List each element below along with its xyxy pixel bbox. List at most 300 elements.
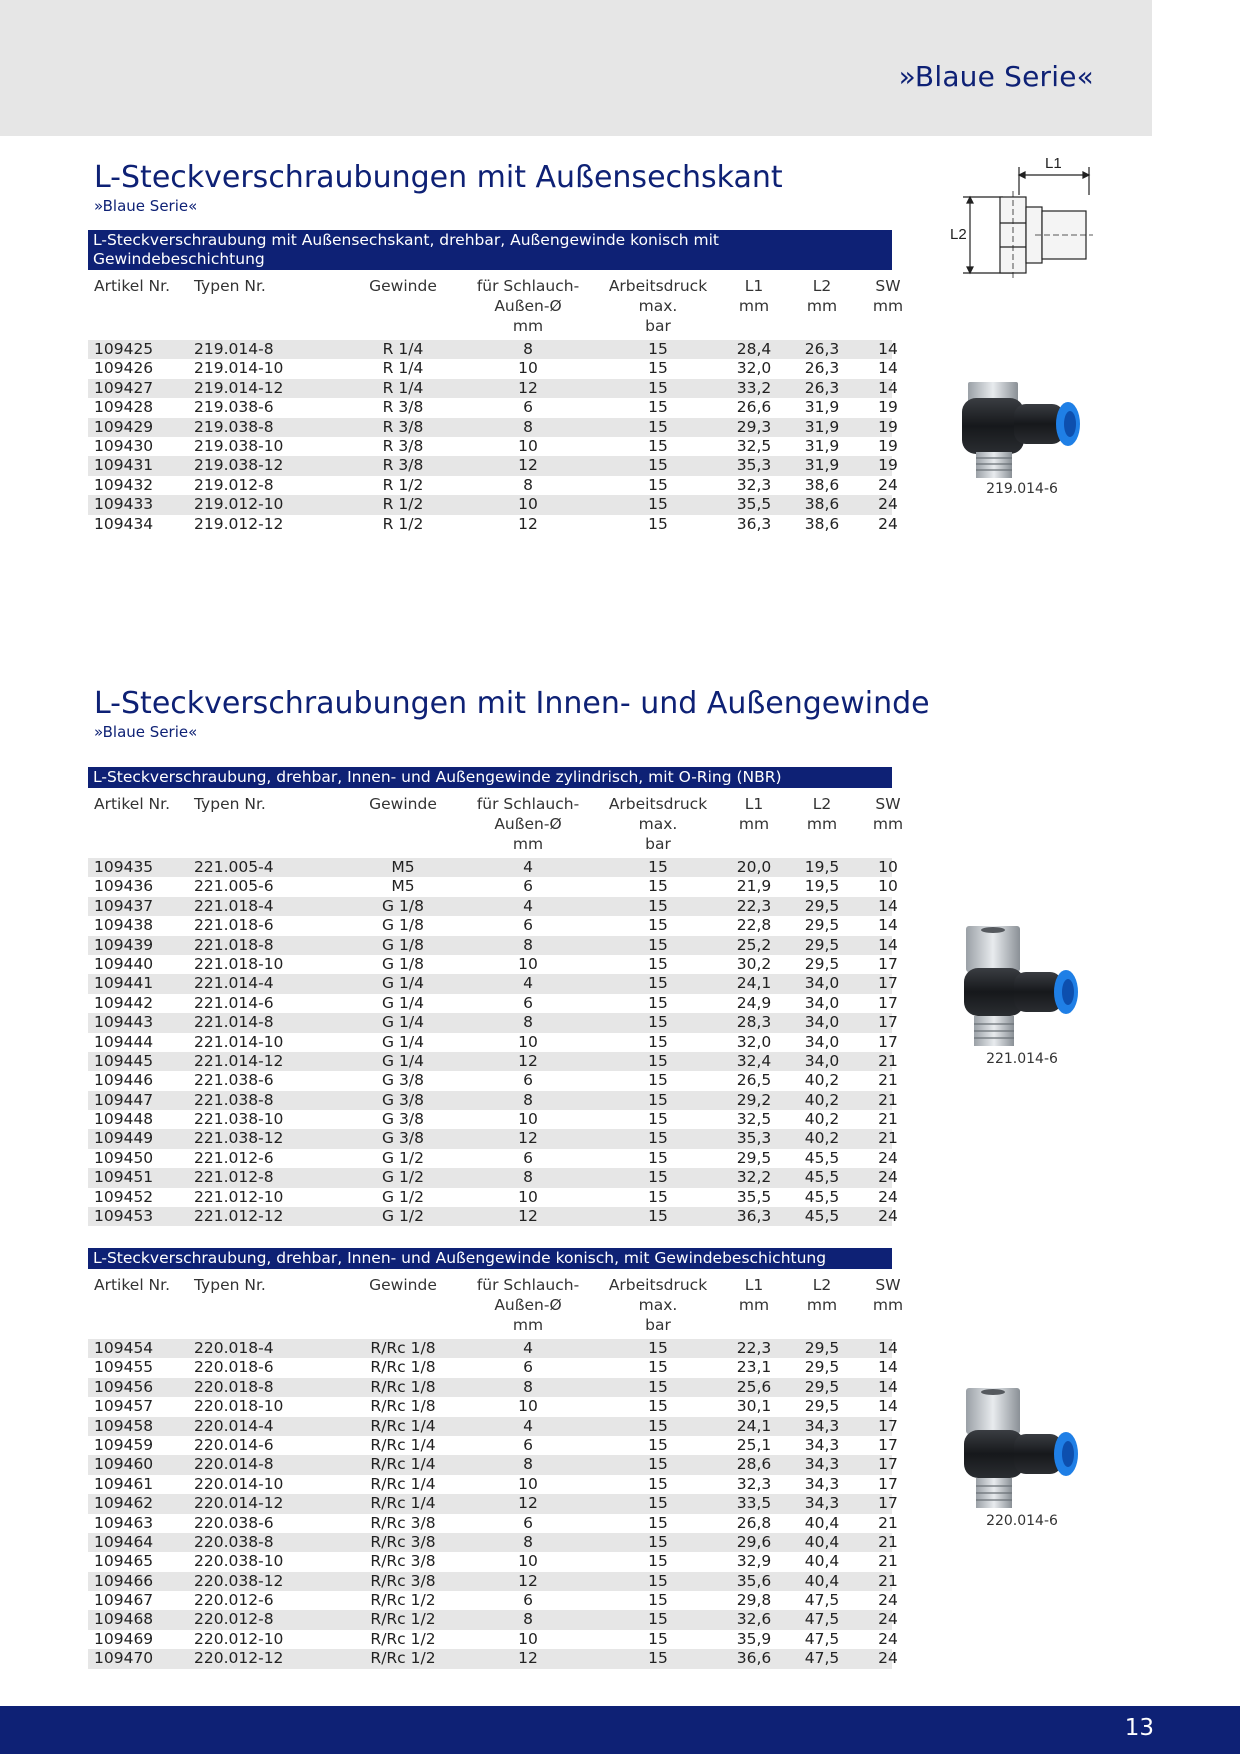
- cell-sw: 24: [878, 1629, 898, 1648]
- cell-schlauch: 6: [523, 993, 533, 1012]
- cell-artikel: 109452: [94, 1187, 154, 1206]
- cell-typen: 219.038-8: [194, 417, 274, 436]
- col-l1-unit: mm: [738, 815, 770, 833]
- cell-gewinde: G 1/4: [382, 993, 424, 1012]
- cell-schlauch: 6: [523, 398, 533, 417]
- cell-druck: 15: [648, 1397, 668, 1416]
- col-sw: [858, 794, 918, 834]
- cell-l2: 26,3: [804, 378, 840, 397]
- cell-druck: 15: [648, 858, 668, 876]
- cell-schlauch: 12: [518, 514, 538, 533]
- cell-artikel: 109466: [94, 1571, 154, 1590]
- cell-druck: 15: [648, 1377, 668, 1396]
- cell-artikel: 109431: [94, 456, 154, 475]
- cell-typen: 221.018-10: [194, 954, 284, 973]
- cell-typen: 219.012-8: [194, 475, 274, 494]
- table-row: [88, 1013, 898, 1032]
- cell-typen: 220.018-8: [194, 1377, 274, 1396]
- cell-typen: 221.018-6: [194, 916, 274, 935]
- cell-l1: 29,6: [736, 1532, 772, 1551]
- col-druck: [598, 1275, 718, 1335]
- cell-l1: 36,3: [736, 514, 772, 533]
- cell-gewinde: R 1/2: [382, 514, 424, 533]
- cell-druck: 15: [648, 1051, 668, 1070]
- cell-schlauch: 10: [518, 1552, 538, 1571]
- cell-l2: 34,3: [804, 1494, 840, 1513]
- cell-druck: 15: [648, 1358, 668, 1377]
- cell-druck: 15: [648, 340, 668, 358]
- cell-typen: 221.014-6: [194, 993, 274, 1012]
- cell-gewinde: G 1/8: [382, 954, 424, 973]
- cell-sw: 17: [878, 954, 898, 973]
- col-schlauch-line2: Außen-Ø: [494, 815, 562, 833]
- cell-druck: 15: [648, 1148, 668, 1167]
- cell-l1: 32,3: [736, 475, 772, 494]
- col-gewinde: Gewinde: [369, 795, 437, 813]
- table-row: [88, 1591, 898, 1610]
- cell-sw: 19: [878, 456, 898, 475]
- cell-artikel: 109470: [94, 1649, 154, 1668]
- cell-gewinde: G 1/8: [382, 916, 424, 935]
- cell-druck: 15: [648, 1187, 668, 1206]
- table-row: [88, 954, 898, 974]
- cell-schlauch: 6: [523, 916, 533, 935]
- col-artikel: Artikel Nr.: [94, 795, 171, 813]
- cell-artikel: 109443: [94, 1013, 154, 1032]
- cell-schlauch: 8: [523, 1532, 533, 1551]
- cell-typen: 220.018-4: [194, 1339, 274, 1357]
- cell-l1: 35,9: [736, 1629, 772, 1648]
- cell-druck: 15: [648, 954, 668, 973]
- cell-druck: 15: [648, 475, 668, 494]
- cell-druck: 15: [648, 436, 668, 455]
- table-row: [88, 475, 898, 495]
- cell-gewinde: R/Rc 1/2: [370, 1629, 436, 1648]
- cell-l2: 29,5: [804, 1339, 840, 1357]
- cell-sw: 24: [878, 1649, 898, 1668]
- cell-schlauch: 8: [523, 475, 533, 494]
- col-l1-label: L1: [744, 795, 764, 813]
- cell-l1: 22,3: [736, 1339, 772, 1357]
- cell-druck: 15: [648, 1629, 668, 1648]
- cell-l2: 38,6: [804, 514, 840, 533]
- cell-l2: 40,4: [804, 1513, 840, 1532]
- cell-druck: 15: [648, 378, 668, 397]
- cell-sw: 14: [878, 1397, 898, 1416]
- cell-gewinde: G 1/4: [382, 974, 424, 993]
- cell-l2: 38,6: [804, 475, 840, 494]
- cell-schlauch: 4: [523, 1416, 533, 1435]
- cell-l1: 26,6: [736, 398, 772, 417]
- cell-schlauch: 6: [523, 1148, 533, 1167]
- cell-sw: 17: [878, 1416, 898, 1435]
- col-l2-label: L2: [812, 277, 832, 295]
- table-row: [88, 916, 898, 935]
- cell-sw: 17: [878, 993, 898, 1012]
- cell-l1: 29,5: [736, 1148, 772, 1167]
- cell-typen: 219.012-10: [194, 495, 284, 514]
- col-l1: [724, 276, 784, 316]
- cell-l1: 32,4: [736, 1051, 772, 1070]
- cell-artikel: 109449: [94, 1129, 154, 1148]
- cell-gewinde: R/Rc 1/4: [370, 1416, 436, 1435]
- col-l2: [792, 794, 852, 834]
- col-l1-label: L1: [744, 1276, 764, 1294]
- cell-sw: 14: [878, 378, 898, 397]
- table-row: [88, 417, 898, 437]
- col-schlauch-line1: für Schlauch-: [476, 795, 580, 813]
- cell-artikel: 109445: [94, 1051, 154, 1070]
- cell-schlauch: 6: [523, 877, 533, 896]
- cell-schlauch: 12: [518, 1571, 538, 1590]
- product-image-220: [958, 1386, 1090, 1512]
- cell-schlauch: 10: [518, 1629, 538, 1648]
- table-row: [88, 378, 898, 398]
- table-row: [88, 1416, 898, 1436]
- cell-artikel: 109437: [94, 896, 154, 915]
- cell-l1: 24,1: [736, 974, 772, 993]
- cell-l2: 31,9: [804, 456, 840, 475]
- cell-sw: 17: [878, 1435, 898, 1454]
- cell-gewinde: R 3/8: [382, 456, 424, 475]
- table-body: [88, 1339, 898, 1669]
- cell-gewinde: R 1/4: [382, 340, 424, 358]
- cell-gewinde: R/Rc 1/4: [370, 1435, 436, 1454]
- page-number: 13: [1124, 1715, 1154, 1741]
- cell-artikel: 109447: [94, 1090, 154, 1109]
- cell-typen: 221.014-8: [194, 1013, 274, 1032]
- cell-druck: 15: [648, 514, 668, 533]
- cell-schlauch: 8: [523, 417, 533, 436]
- table-body: [88, 858, 898, 1226]
- cell-sw: 21: [878, 1129, 898, 1148]
- cell-sw: 24: [878, 495, 898, 514]
- cell-typen: 219.038-10: [194, 436, 284, 455]
- cell-druck: 15: [648, 1071, 668, 1090]
- cell-typen: 219.014-8: [194, 340, 274, 358]
- col-l2-label: L2: [812, 1276, 832, 1294]
- cell-typen: 220.012-12: [194, 1649, 284, 1668]
- cell-artikel: 109448: [94, 1110, 154, 1129]
- table-row: [88, 935, 898, 955]
- cell-l1: 33,5: [736, 1494, 772, 1513]
- cell-l1: 36,6: [736, 1649, 772, 1668]
- cell-druck: 15: [648, 1591, 668, 1610]
- cell-sw: 21: [878, 1532, 898, 1551]
- cell-sw: 21: [878, 1571, 898, 1590]
- cell-l2: 47,5: [804, 1649, 840, 1668]
- col-sw-label: SW: [875, 795, 901, 813]
- col-druck-unit: bar: [645, 1316, 671, 1334]
- table-row: [88, 514, 898, 534]
- cell-artikel: 109426: [94, 359, 154, 378]
- cell-schlauch: 10: [518, 495, 538, 514]
- cell-artikel: 109429: [94, 417, 154, 436]
- cell-typen: 219.038-12: [194, 456, 284, 475]
- cell-l2: 45,5: [804, 1168, 840, 1187]
- cell-schlauch: 6: [523, 1071, 533, 1090]
- cell-druck: 15: [648, 456, 668, 475]
- table-row: [88, 1051, 898, 1071]
- cell-artikel: 109468: [94, 1610, 154, 1629]
- table-row: [88, 1110, 898, 1129]
- cell-schlauch: 10: [518, 1110, 538, 1129]
- cell-sw: 24: [878, 1207, 898, 1226]
- cell-sw: 17: [878, 1013, 898, 1032]
- cell-artikel: 109430: [94, 436, 154, 455]
- cell-l1: 25,1: [736, 1435, 772, 1454]
- cell-l2: 34,0: [804, 974, 840, 993]
- cell-sw: 17: [878, 1032, 898, 1051]
- cell-l1: 20,0: [736, 858, 772, 876]
- col-sw-label: SW: [875, 277, 901, 295]
- table-row: [88, 1358, 898, 1377]
- cell-artikel: 109427: [94, 378, 154, 397]
- cell-sw: 24: [878, 1591, 898, 1610]
- table-caption: L-Steckverschraubung mit Außensechskant, drehbar, Außengewinde konisch mit Gewindebeschichtung: [88, 230, 892, 270]
- cell-gewinde: G 1/2: [382, 1207, 424, 1226]
- table-row: [88, 1649, 898, 1668]
- cell-l2: 34,3: [804, 1416, 840, 1435]
- product-label-219: 219.014-6: [986, 481, 1058, 497]
- cell-l2: 26,3: [804, 359, 840, 378]
- cell-gewinde: R/Rc 1/4: [370, 1455, 436, 1474]
- cell-schlauch: 12: [518, 1207, 538, 1226]
- cell-typen: 220.014-4: [194, 1416, 274, 1435]
- table-row: [88, 858, 898, 877]
- cell-gewinde: G 1/4: [382, 1051, 424, 1070]
- cell-gewinde: R/Rc 3/8: [370, 1532, 436, 1551]
- cell-artikel: 109464: [94, 1532, 154, 1551]
- header-band: [0, 0, 1152, 136]
- cell-l2: 34,3: [804, 1455, 840, 1474]
- cell-artikel: 109463: [94, 1513, 154, 1532]
- cell-gewinde: G 1/4: [382, 1032, 424, 1051]
- cell-druck: 15: [648, 417, 668, 436]
- cell-l2: 29,5: [804, 916, 840, 935]
- col-sw-unit: mm: [872, 297, 904, 315]
- cell-l2: 45,5: [804, 1187, 840, 1206]
- cell-druck: 15: [648, 1032, 668, 1051]
- cell-schlauch: 10: [518, 954, 538, 973]
- cell-schlauch: 12: [518, 1051, 538, 1070]
- cell-artikel: 109440: [94, 954, 154, 973]
- cell-schlauch: 8: [523, 340, 533, 358]
- cell-artikel: 109469: [94, 1629, 154, 1648]
- cell-artikel: 109425: [94, 340, 154, 358]
- col-druck-line2: max.: [638, 1296, 678, 1314]
- cell-l1: 25,2: [736, 935, 772, 954]
- table-row: [88, 1455, 898, 1474]
- table-row: [88, 993, 898, 1013]
- cell-l1: 30,2: [736, 954, 772, 973]
- cell-sw: 24: [878, 1168, 898, 1187]
- col-druck-line1: Arbeitsdruck: [608, 1276, 708, 1294]
- col-l1-label: L1: [744, 277, 764, 295]
- cell-artikel: 109432: [94, 475, 154, 494]
- cell-schlauch: 8: [523, 935, 533, 954]
- cell-l1: 26,8: [736, 1513, 772, 1532]
- table-row: [88, 1474, 898, 1494]
- cell-l1: 24,1: [736, 1416, 772, 1435]
- cell-gewinde: R 1/2: [382, 475, 424, 494]
- cell-sw: 21: [878, 1552, 898, 1571]
- cell-gewinde: R/Rc 1/8: [370, 1377, 436, 1396]
- cell-schlauch: 6: [523, 1513, 533, 1532]
- cell-l1: 36,3: [736, 1207, 772, 1226]
- col-typen: Typen Nr.: [194, 795, 266, 813]
- cell-sw: 14: [878, 1339, 898, 1357]
- cell-sw: 17: [878, 1474, 898, 1493]
- cell-typen: 220.038-12: [194, 1571, 284, 1590]
- cell-l1: 28,6: [736, 1455, 772, 1474]
- cell-artikel: 109441: [94, 974, 154, 993]
- cell-l1: 23,1: [736, 1358, 772, 1377]
- cell-sw: 14: [878, 1358, 898, 1377]
- cell-druck: 15: [648, 935, 668, 954]
- cell-l1: 29,2: [736, 1090, 772, 1109]
- cell-druck: 15: [648, 1435, 668, 1454]
- cell-gewinde: R/Rc 1/2: [370, 1649, 436, 1668]
- col-druck: [598, 276, 718, 336]
- table-header: [88, 270, 904, 340]
- cell-gewinde: R/Rc 1/2: [370, 1610, 436, 1629]
- table-row: [88, 1207, 898, 1226]
- cell-l2: 34,3: [804, 1474, 840, 1493]
- cell-typen: 221.014-4: [194, 974, 274, 993]
- cell-gewinde: R 3/8: [382, 436, 424, 455]
- cell-l1: 21,9: [736, 877, 772, 896]
- cell-sw: 17: [878, 974, 898, 993]
- cell-artikel: 109453: [94, 1207, 154, 1226]
- cell-gewinde: G 1/8: [382, 896, 424, 915]
- table-row: [88, 1552, 898, 1571]
- col-schlauch-line2: Außen-Ø: [494, 1296, 562, 1314]
- cell-sw: 19: [878, 398, 898, 417]
- cell-gewinde: R 3/8: [382, 398, 424, 417]
- table-row: [88, 1377, 898, 1397]
- cell-schlauch: 6: [523, 1591, 533, 1610]
- cell-typen: 220.014-6: [194, 1435, 274, 1454]
- cell-gewinde: M5: [391, 877, 415, 896]
- table-row: [88, 1435, 898, 1455]
- table-row: [88, 436, 898, 456]
- cell-l2: 40,4: [804, 1552, 840, 1571]
- cell-artikel: 109434: [94, 514, 154, 533]
- cell-l2: 45,5: [804, 1148, 840, 1167]
- cell-l1: 24,9: [736, 993, 772, 1012]
- cell-artikel: 109458: [94, 1416, 154, 1435]
- table-row: [88, 1148, 898, 1168]
- cell-l1: 35,5: [736, 495, 772, 514]
- table-body: [88, 340, 898, 534]
- cell-schlauch: 8: [523, 1168, 533, 1187]
- cell-typen: 221.012-12: [194, 1207, 284, 1226]
- table-row: [88, 896, 898, 916]
- cell-druck: 15: [648, 398, 668, 417]
- cell-schlauch: 4: [523, 896, 533, 915]
- cell-schlauch: 10: [518, 436, 538, 455]
- cell-gewinde: R 1/4: [382, 378, 424, 397]
- section2-title: L-Steckverschraubungen mit Innen- und Außengewinde: [94, 686, 930, 721]
- table-row: [88, 1629, 898, 1649]
- cell-typen: 220.014-12: [194, 1494, 284, 1513]
- product-image-221: [958, 924, 1090, 1050]
- footer-band: [0, 1706, 1240, 1754]
- cell-l1: 32,5: [736, 1110, 772, 1129]
- cell-typen: 220.014-10: [194, 1474, 284, 1493]
- cell-gewinde: G 3/8: [382, 1129, 424, 1148]
- cell-typen: 220.014-8: [194, 1455, 274, 1474]
- cell-l1: 28,3: [736, 1013, 772, 1032]
- cell-artikel: 109455: [94, 1358, 154, 1377]
- cell-artikel: 109456: [94, 1377, 154, 1396]
- cell-schlauch: 6: [523, 1358, 533, 1377]
- cell-typen: 221.012-6: [194, 1148, 274, 1167]
- col-l2-label: L2: [812, 795, 832, 813]
- cell-artikel: 109459: [94, 1435, 154, 1454]
- cell-l1: 32,5: [736, 436, 772, 455]
- cell-druck: 15: [648, 1610, 668, 1629]
- cell-l2: 34,3: [804, 1435, 840, 1454]
- cell-artikel: 109460: [94, 1455, 154, 1474]
- cell-gewinde: R 1/4: [382, 359, 424, 378]
- cell-typen: 220.012-10: [194, 1629, 284, 1648]
- col-schlauch: [468, 276, 588, 336]
- cell-druck: 15: [648, 1129, 668, 1148]
- cell-sw: 21: [878, 1051, 898, 1070]
- cell-l1: 26,5: [736, 1071, 772, 1090]
- table-row: [88, 1032, 898, 1052]
- cell-artikel: 109439: [94, 935, 154, 954]
- table-row: [88, 1071, 898, 1090]
- cell-schlauch: 8: [523, 1610, 533, 1629]
- cell-druck: 15: [648, 1090, 668, 1109]
- cell-artikel: 109442: [94, 993, 154, 1012]
- col-gewinde: Gewinde: [369, 277, 437, 295]
- cell-l1: 25,6: [736, 1377, 772, 1396]
- cell-l2: 34,0: [804, 1032, 840, 1051]
- cell-artikel: 109428: [94, 398, 154, 417]
- table-row: [88, 1513, 898, 1533]
- cell-schlauch: 10: [518, 1187, 538, 1206]
- cell-schlauch: 8: [523, 1455, 533, 1474]
- col-druck-unit: bar: [645, 835, 671, 853]
- cell-druck: 15: [648, 359, 668, 378]
- col-sw-unit: mm: [872, 1296, 904, 1314]
- cell-typen: 221.005-6: [194, 877, 274, 896]
- cell-sw: 21: [878, 1110, 898, 1129]
- cell-sw: 14: [878, 935, 898, 954]
- cell-schlauch: 12: [518, 456, 538, 475]
- cell-schlauch: 12: [518, 378, 538, 397]
- cell-typen: 221.014-12: [194, 1051, 284, 1070]
- table-row: [88, 1129, 898, 1148]
- cell-l2: 26,3: [804, 340, 840, 358]
- section1-title: L-Steckverschraubungen mit Außensechskant: [94, 160, 783, 195]
- cell-artikel: 109450: [94, 1148, 154, 1167]
- col-l2-unit: mm: [806, 297, 838, 315]
- cell-schlauch: 4: [523, 974, 533, 993]
- cell-artikel: 109436: [94, 877, 154, 896]
- cell-l1: 28,4: [736, 340, 772, 358]
- cell-l2: 34,0: [804, 993, 840, 1012]
- col-l1-unit: mm: [738, 297, 770, 315]
- cell-typen: 219.014-12: [194, 378, 284, 397]
- cell-typen: 221.018-4: [194, 896, 274, 915]
- cell-typen: 221.038-12: [194, 1129, 284, 1148]
- cell-l2: 31,9: [804, 417, 840, 436]
